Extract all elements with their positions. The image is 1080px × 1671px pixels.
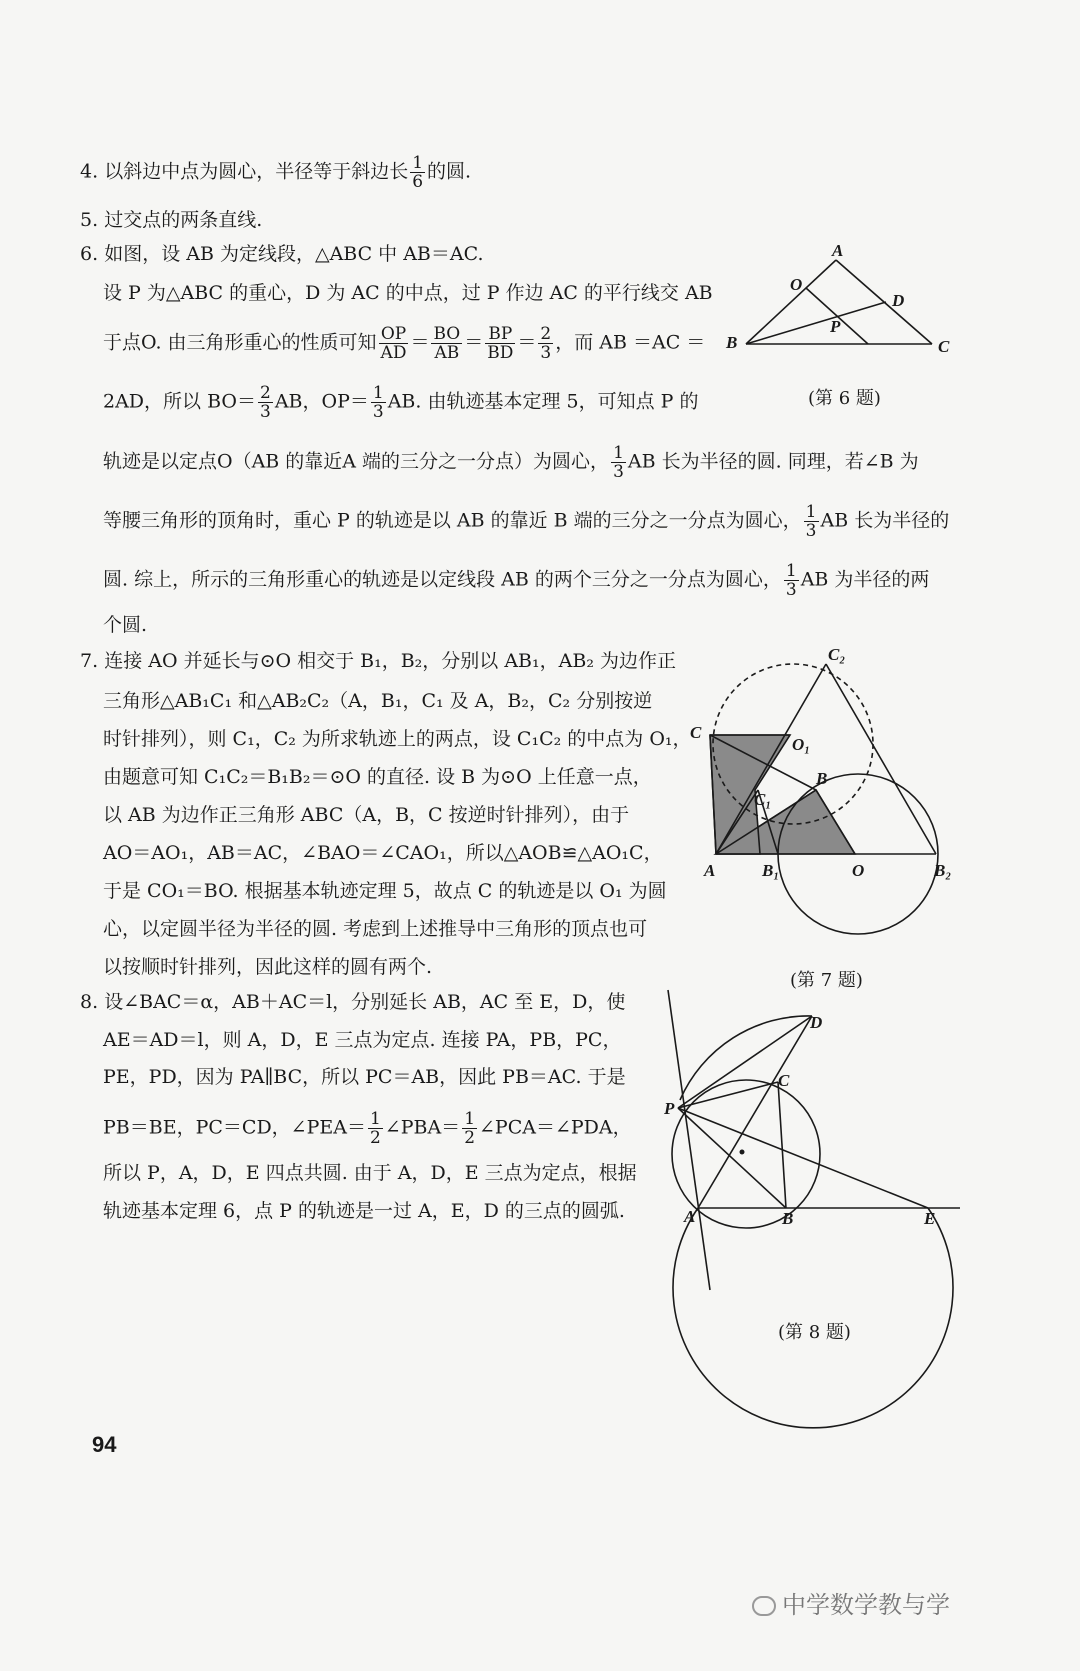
line-c2b2 <box>826 664 936 854</box>
fraction: $\frac{1}{6}$ <box>412 153 424 192</box>
item-number: 7. <box>80 650 99 672</box>
label-C2: C₂ <box>828 645 846 664</box>
wechat-icon <box>752 1596 776 1616</box>
watermark: 中学数学教与学 <box>752 1585 950 1620</box>
line-pd <box>678 1016 812 1108</box>
figure-8-caption: (第 8 题) <box>778 1322 851 1343</box>
label-A: A <box>704 861 716 880</box>
median-bd <box>746 302 886 344</box>
label-O: O <box>852 861 865 880</box>
label-A: A <box>684 1207 696 1226</box>
figure-8 <box>650 990 970 1300</box>
label-O: O <box>790 275 803 294</box>
center-dot <box>740 1150 745 1155</box>
line-bc <box>778 1082 786 1208</box>
label-B1: B₁ <box>762 861 780 880</box>
label-C: C <box>938 337 950 356</box>
label-B: B <box>726 333 738 352</box>
label-O1: O₁ <box>792 735 811 754</box>
label-P: P <box>830 317 841 336</box>
item-number: 8. <box>80 991 99 1013</box>
item-number: 6. <box>80 243 99 265</box>
item-number: 5. <box>80 209 99 231</box>
item-5: 5. 过交点的两条直线. <box>80 209 263 231</box>
item-4: 4. 以斜边中点为圆心，半径等于斜边长 $\frac{1}{6}$ 的圆. <box>80 153 472 192</box>
label-B: B <box>782 1209 794 1228</box>
line-pe <box>678 1108 928 1208</box>
label-D: D <box>892 291 905 310</box>
label-B: B <box>816 769 828 788</box>
line-pc <box>678 1082 778 1108</box>
label-C: C <box>778 1071 790 1090</box>
circle-abc <box>672 1080 820 1228</box>
label-C: C <box>690 723 702 742</box>
label-C1: C₁ <box>754 790 772 809</box>
label-E: E <box>924 1209 936 1228</box>
label-D: D <box>810 1013 823 1032</box>
arc-top <box>680 1016 812 1100</box>
line-pb <box>678 1108 786 1208</box>
figure-6-caption: (第 6 题) <box>808 388 881 409</box>
figure-7-caption: (第 7 题) <box>790 970 863 991</box>
figure-7 <box>680 640 980 960</box>
item-number: 4. <box>80 160 99 183</box>
line-pa-ext <box>668 990 710 1290</box>
label-A: A <box>832 241 844 260</box>
label-B2: B₂ <box>934 861 952 880</box>
page-number: 94 <box>92 1432 117 1457</box>
label-P: P <box>664 1099 675 1118</box>
figure-6 <box>720 240 960 360</box>
